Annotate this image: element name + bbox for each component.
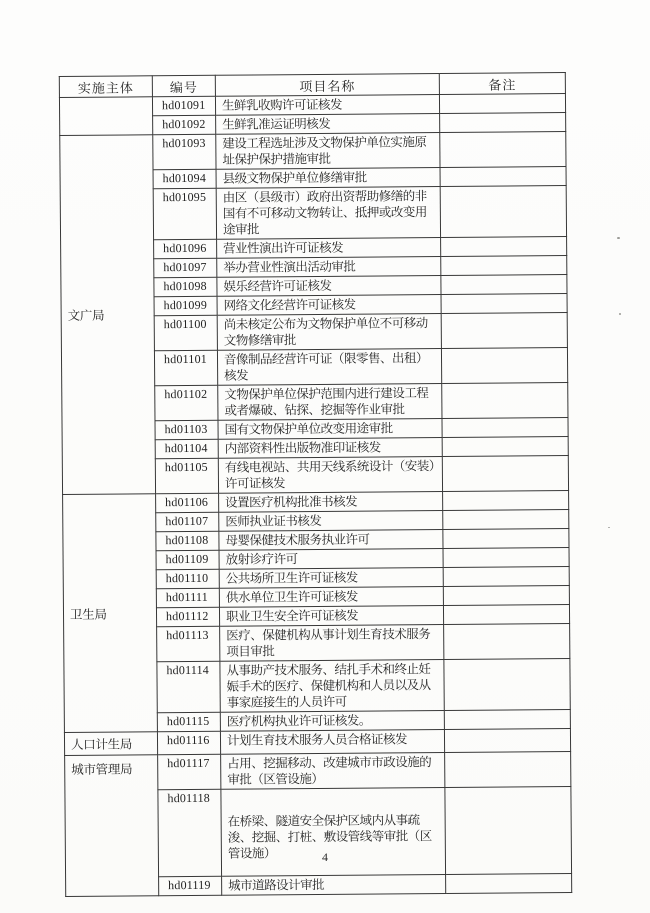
project-name-cell: 占用、挖掘移动、改建城市市政设施的审批（区管设施） bbox=[221, 752, 445, 789]
column-header-remark: 备注 bbox=[439, 73, 565, 95]
remark-cell bbox=[442, 383, 568, 419]
code-cell: hd01116 bbox=[157, 731, 220, 754]
project-name-cell: 县级文物保护单位修缮审批 bbox=[216, 168, 440, 189]
project-name-cell: 生鲜乳准运证明核发 bbox=[216, 114, 440, 135]
code-cell: hd01110 bbox=[156, 569, 219, 588]
column-header-code: 编号 bbox=[152, 75, 215, 96]
remark-cell bbox=[442, 437, 568, 457]
remark-cell bbox=[442, 418, 568, 438]
project-name-cell: 尚未核定公布为文物保护单位不可移动文物修缮审批 bbox=[217, 314, 441, 351]
code-cell: hd01112 bbox=[156, 607, 219, 626]
remark-cell bbox=[443, 548, 569, 568]
code-cell: hd01091 bbox=[152, 96, 215, 115]
entity-cell: 文广局 bbox=[60, 135, 156, 495]
project-name-cell: 放射诊疗许可 bbox=[219, 548, 443, 569]
project-name-cell: 医师执业证书核发 bbox=[219, 510, 443, 531]
code-cell: hd01093 bbox=[153, 134, 216, 169]
project-name-cell: 医疗、保健机构从事计划生育技术服务项目审批 bbox=[220, 624, 444, 661]
project-name-cell: 医疗机构执业许可证核发。 bbox=[220, 710, 444, 731]
scan-speck bbox=[608, 527, 610, 528]
entity-cell: 卫生局 bbox=[63, 494, 158, 733]
remark-cell bbox=[440, 113, 566, 133]
code-cell: hd01118 bbox=[158, 789, 222, 876]
project-name-cell: 母婴保健技术服务执业许可 bbox=[219, 529, 443, 550]
remark-cell bbox=[441, 348, 567, 384]
scan-speck bbox=[617, 237, 620, 239]
project-name-cell: 由区（县级市）政府出资帮助修缮的非国有不可移动文物转让、抵押或改变用途审批 bbox=[216, 187, 440, 240]
project-name-cell: 在桥梁、隧道安全保护区域内从事疏浚、挖掘、打桩、敷设管线等审批（区管设施） bbox=[221, 787, 446, 876]
remark-cell bbox=[446, 873, 572, 893]
project-name-cell: 营业性演出许可证核发 bbox=[217, 238, 441, 259]
remark-cell bbox=[443, 491, 569, 511]
remark-cell bbox=[440, 167, 566, 187]
code-cell: hd01100 bbox=[154, 315, 217, 350]
remark-cell bbox=[441, 294, 567, 314]
remark-cell bbox=[441, 275, 567, 295]
project-name-cell: 建设工程选址涉及文物保护单位实施原址保护保护措施审批 bbox=[216, 133, 440, 170]
entity-cell bbox=[59, 97, 152, 136]
remark-cell bbox=[444, 710, 570, 730]
project-name-cell: 文物保护单位保护范围内进行建设工程或者爆破、钻探、挖掘等作业审批 bbox=[218, 384, 442, 421]
code-cell: hd01117 bbox=[158, 754, 221, 789]
code-cell: hd01109 bbox=[156, 550, 219, 569]
project-name-cell: 公共场所卫生许可证核发 bbox=[219, 567, 443, 588]
remark-cell bbox=[441, 313, 567, 349]
code-cell: hd01092 bbox=[153, 115, 216, 134]
scan-speck bbox=[619, 313, 621, 315]
code-cell: hd01111 bbox=[156, 588, 219, 607]
remark-cell bbox=[441, 256, 567, 276]
approval-table-wrap bbox=[59, 72, 571, 897]
remark-cell bbox=[443, 605, 569, 625]
code-cell: hd01101 bbox=[154, 350, 217, 385]
entity-cell: 人口计生局 bbox=[64, 732, 157, 756]
project-name-cell: 音像制品经营许可证（限零售、出租）核发 bbox=[217, 349, 441, 386]
remark-cell bbox=[443, 529, 569, 549]
code-cell: hd01094 bbox=[153, 169, 216, 188]
remark-cell bbox=[440, 186, 566, 238]
remark-cell bbox=[443, 510, 569, 530]
project-name-cell: 网络文化经营许可证核发 bbox=[217, 295, 441, 316]
remark-cell bbox=[442, 456, 568, 492]
remark-cell bbox=[444, 624, 570, 660]
project-name-cell: 供水单位卫生许可证核发 bbox=[219, 586, 443, 607]
remark-cell bbox=[445, 752, 571, 788]
code-cell: hd01095 bbox=[153, 188, 216, 239]
code-cell: hd01106 bbox=[156, 493, 219, 512]
project-name-cell: 从事助产技术服务、结扎手术和终止妊娠手术的医疗、保健机构和人员以及从事家庭接生的人员许可 bbox=[220, 659, 444, 712]
remark-cell bbox=[443, 567, 569, 587]
project-name-cell: 有线电视站、共用天线系统设计（安装）许可证核发 bbox=[218, 456, 442, 493]
code-cell: hd01103 bbox=[155, 420, 218, 439]
remark-cell bbox=[439, 94, 565, 114]
project-name-cell: 设置医疗机构批准书核发 bbox=[219, 491, 443, 512]
project-name-cell: 娱乐经营许可证核发 bbox=[217, 276, 441, 297]
code-cell: hd01105 bbox=[155, 458, 218, 493]
table-row bbox=[60, 132, 566, 171]
code-cell: hd01114 bbox=[157, 661, 220, 712]
project-name-cell: 生鲜乳收购许可证核发 bbox=[215, 95, 439, 116]
remark-cell bbox=[441, 237, 567, 257]
project-name-cell: 城市道路设计审批 bbox=[222, 874, 446, 895]
code-cell: hd01115 bbox=[157, 712, 220, 731]
project-name-cell: 职业卫生安全许可证核发 bbox=[219, 605, 443, 626]
code-cell: hd01119 bbox=[159, 876, 222, 895]
column-header-project-name: 项目名称 bbox=[215, 74, 439, 97]
remark-cell bbox=[440, 132, 566, 168]
remark-cell bbox=[444, 659, 570, 711]
project-name-cell: 举办营业性演出活动审批 bbox=[217, 257, 441, 278]
remark-cell bbox=[444, 729, 570, 753]
code-cell: hd01102 bbox=[155, 385, 218, 420]
code-cell: hd01113 bbox=[157, 626, 220, 661]
project-name-cell: 计划生育技术服务人员合格证核发 bbox=[220, 729, 444, 754]
page-number: 4 bbox=[322, 850, 328, 864]
project-name-cell: 国有文物保护单位改变用途审批 bbox=[218, 419, 442, 440]
code-cell: hd01107 bbox=[156, 512, 219, 531]
project-name-cell: 内部资料性出版物准印证核发 bbox=[218, 438, 442, 459]
entity-cell: 城市管理局 bbox=[65, 755, 159, 897]
remark-cell bbox=[443, 586, 569, 606]
code-cell: hd01098 bbox=[154, 277, 217, 296]
column-header-entity: 实施主体 bbox=[59, 76, 152, 98]
code-cell: hd01108 bbox=[156, 531, 219, 550]
code-cell: hd01096 bbox=[154, 239, 217, 258]
code-cell: hd01099 bbox=[154, 296, 217, 315]
code-cell: hd01097 bbox=[154, 258, 217, 277]
approval-items-table bbox=[59, 72, 572, 897]
code-cell: hd01104 bbox=[155, 439, 218, 458]
table-row bbox=[65, 752, 571, 791]
